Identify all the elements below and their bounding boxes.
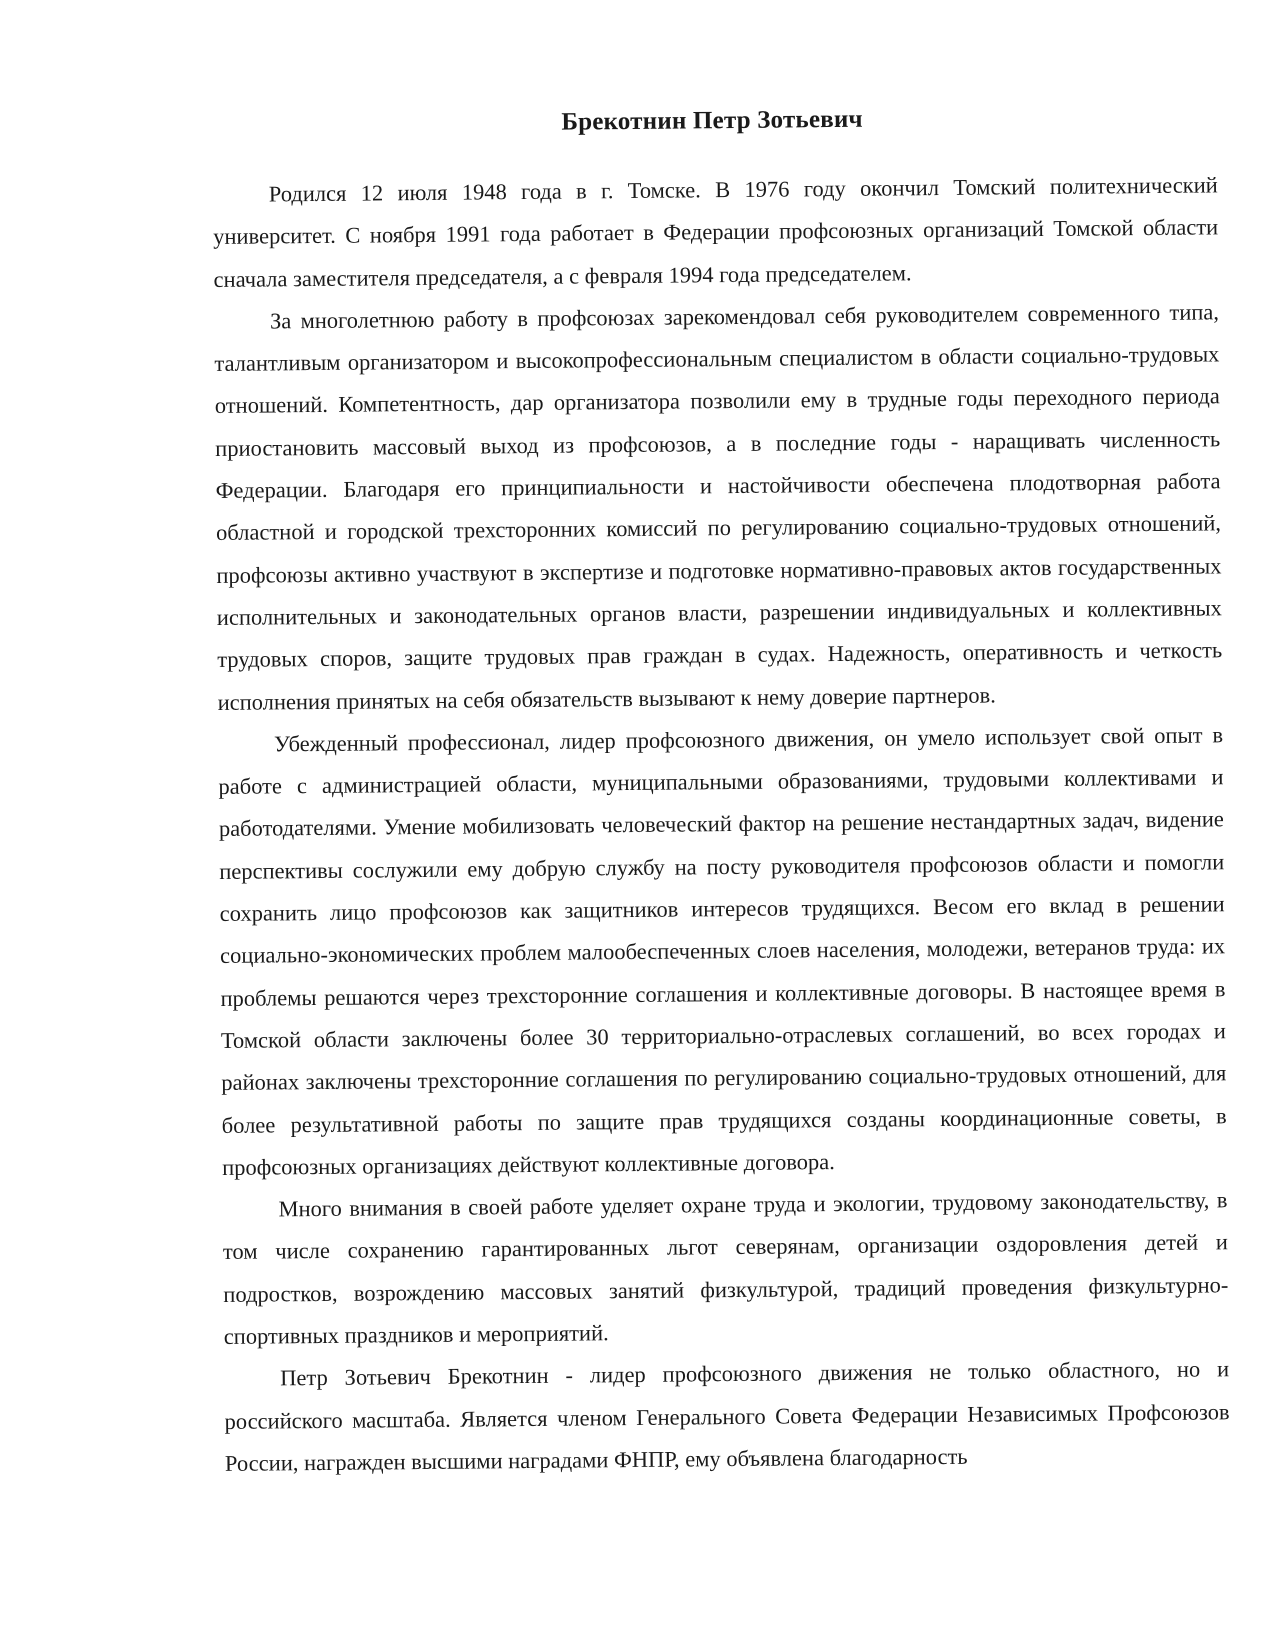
paragraph-union-work: За многолетнюю работу в профсоюзах зарекомендовал себя руководителем современного типа, талантливым организатором и высокопрофессиональным специалистом в области социально-трудовых отношений. Компетентность, дар организатора позволили ему в трудные годы переходного периода приостановить массовый выход из профсоюзов, а в последние годы - наращивать численность Федерации. Благодаря его принципиальности и настойчивости обеспечена плодотворная работа областной и городской трехсторонних комиссий по регулированию социально-трудовых отношений, профсоюзы активно участвуют в экспертизе и подготовке нормативно-правовых актов государственных исполнительных и законодательных органов власти, разрешении индивидуальных и коллективных трудовых споров, защите трудовых прав граждан в судах. Надежность, оперативность и четкость исполнения принятых на себя обязательств вызывают к нему доверие партнеров. <box>214 299 1223 715</box>
paragraph-birth-education: Родился 12 июля 1948 года в г. Томске. В 1976 году окончил Томский политехнический университет. С ноября 1991 года работает в Федерации профсоюзных организаций Томской области сначала заместителя председателя, а с февраля 1994 года председателем. <box>213 172 1219 292</box>
paragraph-leadership: Убежденный профессионал, лидер профсоюзного движения, он умело использует свой опыт в работе с администрацией области, муниципальными образованиями, трудовыми коллективами и работодателями. Умение мобилизовать человеческий фактор на решение нестандартных задач, видение перспективы сослужили ему добрую службу на посту руководителя профсоюзов области и помогли сохранить лицо профсоюзов как защитников интересов трудящихся. Весом его вклад в решении социально-экономических проблем малообеспеченных слоев населения, молодежи, ветеранов труда: их проблемы решаются через трехсторонние соглашения и коллективные договоры. В настоящее время в Томской области заключены более 30 территориально-отраслевых соглашений, во всех городах и районах заключены трехсторонние соглашения по регулированию социально-трудовых отношений, для более результативной работы по защите прав трудящихся созданы координационные советы, в профсоюзных организациях действуют коллективные договора. <box>218 722 1227 1180</box>
document-body <box>212 102 1275 1486</box>
document-title: Брекотнин Петр Зотьевич <box>561 105 863 136</box>
paragraph-federal-role: Петр Зотьевич Брекотнин - лидер профсоюзного движения не только областного, но и российского масштаба. Является членом Генерального Совета Федерации Независимых Профсоюзов России, награжден высшими наградами ФНПР, ему объявлена благодарность <box>224 1356 1230 1476</box>
paragraph-labor-protection: Много внимания в своей работе уделяет охране труда и экологии, трудовому законодательству, в том числе сохранению гарантированных льгот северянам, организации оздоровления детей и подростков, возрождению массовых занятий физкультурой, традиций проведения физкультурно-спортивных праздников и мероприятий. <box>222 1187 1229 1349</box>
